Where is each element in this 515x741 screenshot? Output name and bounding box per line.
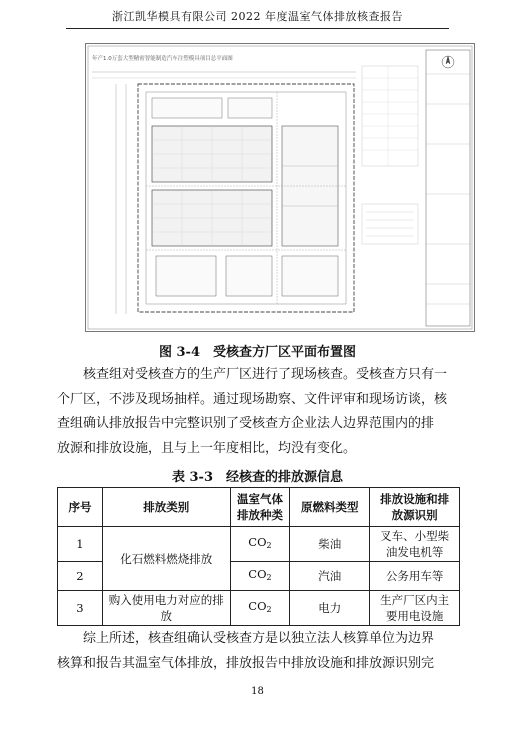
header-no: 序号 [58,488,103,527]
figure-caption: 图 3-4 受核查方厂区平面布置图 [158,345,356,360]
table-row [58,527,460,562]
page-number: 18 [251,686,264,697]
paragraph-line: 核算和报告其温室气体排放，排放报告中排放设施和排放源识别完 [57,655,435,671]
table-row [58,591,460,626]
cell-facility: 公务用车等 [370,562,460,591]
cell-fuel: 汽油 [290,562,370,591]
paragraph-line: 查组确认排放报告中完整识别了受核查方企业法人边界范围内的排 [57,416,435,431]
cell-fuel: 柴油 [290,527,370,562]
table-header-row [58,488,460,527]
header-gas: 温室气体 排放种类 [230,488,290,527]
cell-gas: $CO_2$ [230,527,290,562]
cell-category-merged: 化石燃料燃烧排放 [102,527,230,591]
paragraph-conclusion [57,627,460,676]
header-facility: 排放设施和排 放源识别 [370,488,460,527]
plan-title: 年产1.0万套大型精密智能制造汽车注塑模具项目总平面图 [92,56,233,62]
paragraph-site-inspection [57,363,460,461]
site-plan-figure [85,43,475,332]
emission-source-table [57,487,460,626]
cell-gas: $CO_2$ [230,591,290,626]
cell-fuel: 电力 [290,591,370,626]
cell-facility: 生产厂区内主 要用电设施 [370,591,460,626]
north-arrow-icon [442,56,454,68]
paragraph-line: 综上所述，核查组确认受核查方是以独立法人核算单位为边界 [83,631,435,646]
cell-gas: $CO_2$ [230,562,290,591]
site-plan-drawing [86,44,474,331]
header-category: 排放类别 [102,488,230,527]
table-caption: 表 3-3 经核查的排放源信息 [171,470,343,485]
paragraph-line: 个厂区，不涉及现场抽样。通过现场勘察、文件评审和现场访谈，核 [57,391,448,407]
cell-facility: 叉车、小型柴 油发电机等 [370,527,460,562]
cell-no: 1 [58,527,103,562]
page-header: 浙江凯华模具有限公司 2022 年度温室气体排放核查报告 [66,8,449,29]
paragraph-line: 核查组对受核查方的生产厂区进行了现场核查。受核查方只有一 [83,367,448,382]
cell-no: 2 [58,562,103,591]
cell-category: 购入使用电力对应的排放 [102,591,230,626]
header-fuel: 原燃料类型 [290,488,370,527]
cell-no: 3 [58,591,103,626]
paragraph-line: 放源和排放设施，且与上一年度相比，均没有变化。 [57,440,357,456]
